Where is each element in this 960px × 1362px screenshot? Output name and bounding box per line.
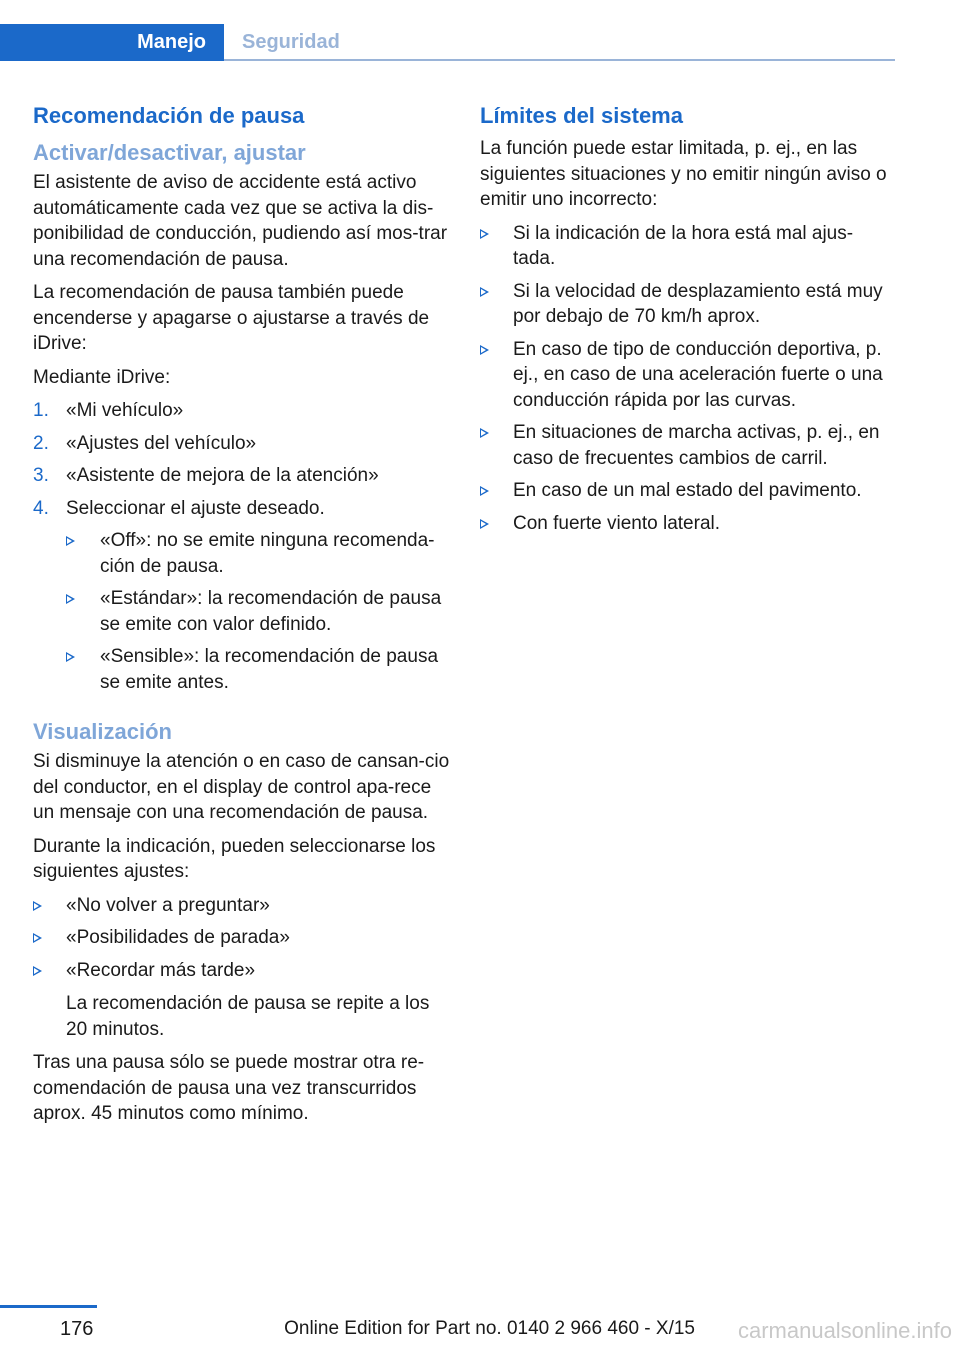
triangle-bullet-icon (33, 966, 42, 976)
list-item (480, 511, 895, 537)
step-number: 4. (33, 497, 49, 519)
edition-note: Online Edition for Part no. 0140 2 966 460 - X/15 (284, 1318, 695, 1339)
limits-list (480, 221, 895, 537)
list-item (33, 496, 451, 696)
paragraph: La función puede estar limitada, p. ej., en las siguientes situaciones y no emitir ningún aviso o emitir uno incorrecto: (480, 138, 887, 210)
header-divider (224, 59, 895, 61)
list-item (33, 431, 451, 457)
triangle-bullet-icon (480, 519, 489, 529)
bullet-text: En situaciones de marcha activas, p. ej., en caso de frecuentes cambios de carril. (513, 422, 880, 469)
option-list (66, 528, 451, 695)
bullet-text: «Recordar más tarde» (66, 959, 256, 981)
triangle-bullet-icon (480, 345, 489, 355)
bullet-text: Si la velocidad de desplazamiento está muy por debajo de 70 km/h aprox. (513, 280, 883, 327)
triangle-bullet-icon (66, 652, 75, 662)
list-item (33, 925, 451, 951)
settings-list (33, 893, 451, 1043)
list-item (33, 398, 451, 424)
paragraph: El asistente de aviso de accidente está activo automáticamente cada vez que se activa la dis‐ponibilidad de conducción, pudiendo así mos‐trar una recomendación de pausa. (33, 172, 448, 270)
step-number: 1. (33, 400, 49, 421)
page-number: 176 (60, 1318, 94, 1340)
list-item (480, 420, 895, 471)
tab-seguridad[interactable]: Seguridad (242, 31, 340, 53)
paragraph: La recomendación de pausa también puede encenderse y apagarse o ajustarse a través de iDrive: (33, 282, 430, 354)
list-item (33, 893, 451, 919)
bullet-text: Si la indicación de la hora está mal ajus‐tada. (513, 222, 854, 269)
watermark: carmanualsonline.info (737, 1318, 952, 1343)
list-item (33, 958, 451, 1043)
triangle-bullet-icon (480, 428, 489, 438)
list-item (66, 644, 451, 695)
footer-divider (0, 1305, 97, 1308)
triangle-bullet-icon (33, 933, 42, 943)
list-item (480, 478, 895, 504)
left-column (33, 100, 451, 1135)
bullet-continuation: La recomendación de pausa se repite a los 20 minutos. (66, 993, 430, 1040)
list-item (480, 337, 895, 414)
bullet-text: «Posibilidades de parada» (66, 927, 290, 948)
idrive-steps-list (33, 398, 451, 695)
step-number: 3. (33, 465, 49, 486)
step-text: «Asistente de mejora de la atención» (66, 465, 379, 486)
step-number: 2. (33, 432, 49, 454)
bullet-text: «No volver a preguntar» (66, 894, 270, 916)
paragraph: Tras una pausa sólo se puede mostrar otra re‐comendación de pausa una vez transcurridos aprox. 45 minutos como mínimo. (33, 1052, 425, 1124)
list-item (33, 463, 451, 489)
triangle-bullet-icon (33, 901, 42, 911)
triangle-bullet-icon (66, 594, 75, 604)
paragraph: Si disminuye la atención o en caso de cansan‐cio del conductor, en el display de control apa‐rece un mensaje con una recomendación de pausa. (33, 751, 450, 823)
list-item (480, 221, 895, 272)
right-column (480, 100, 895, 544)
section-title-recomendacion: Recomendación de pausa (33, 103, 305, 128)
bullet-text: Con fuerte viento lateral. (513, 512, 721, 534)
bullet-text: En caso de tipo de conducción deportiva, p. ej., en caso de una aceleración fuerte o una conducción rápida por las curvas. (513, 338, 883, 411)
triangle-bullet-icon (480, 287, 489, 297)
step-text: «Mi vehículo» (66, 400, 184, 421)
option-text: «Sensible»: la recomendación de pausa se emite antes. (100, 646, 439, 693)
list-item (66, 586, 451, 637)
option-text: «Off»: no se emite ninguna recomenda‐ción de pausa. (100, 530, 435, 577)
paragraph: Mediante iDrive: (33, 366, 171, 388)
page-header (0, 0, 960, 62)
triangle-bullet-icon (480, 486, 489, 496)
step-text: «Ajustes del vehículo» (66, 432, 257, 454)
triangle-bullet-icon (480, 229, 489, 239)
option-text: «Estándar»: la recomendación de pausa se emite con valor definido. (100, 588, 442, 635)
triangle-bullet-icon (66, 536, 75, 546)
list-item (66, 528, 451, 579)
subsection-heading-visualizacion: Visualización (33, 719, 172, 744)
subsection-heading-activar: Activar/desactivar, ajustar (33, 140, 306, 165)
tab-manejo[interactable]: Manejo (0, 24, 224, 61)
section-title-limites: Límites del sistema (480, 103, 683, 128)
bullet-text: En caso de un mal estado del pavimento. (513, 480, 862, 501)
paragraph: Durante la indicación, pueden seleccionarse los siguientes ajustes: (33, 835, 436, 882)
list-item (480, 279, 895, 330)
step-text: Seleccionar el ajuste deseado. (66, 497, 325, 519)
